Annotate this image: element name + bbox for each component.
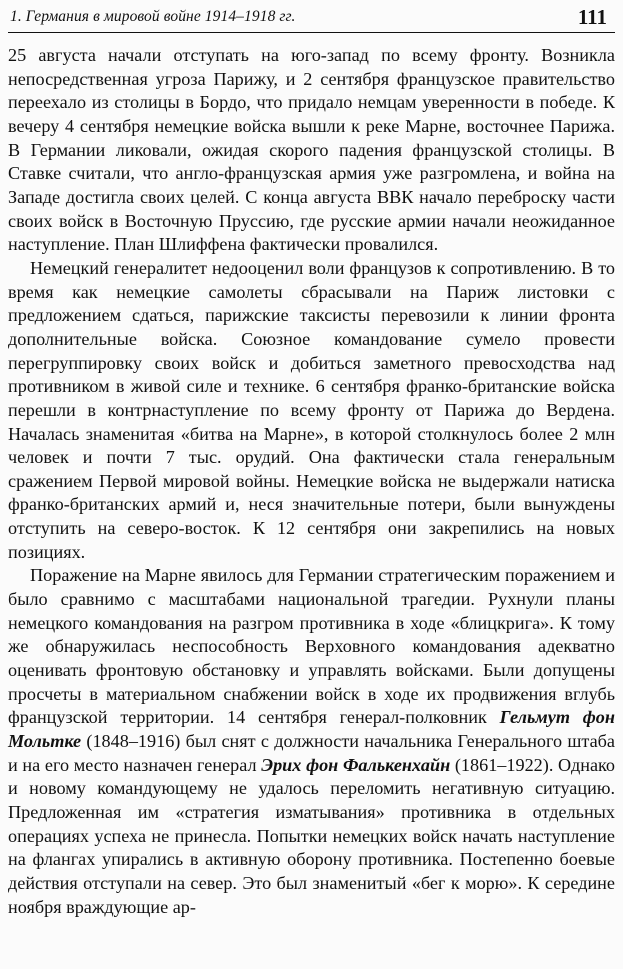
body-text <box>8 44 615 919</box>
paragraph-2: Немецкий генералитет недооценил воли французов к сопротивлению. В то время как немецкие самолеты сбрасывали на Париж листовки с предложением сдаться, парижские таксисты перевозили к линии фронта дополнительные войска. Союзное командование сумело провести перегруппировку своих войск и добиться заметного превосходства над противником в живой силе и технике. 6 сентября франко-британские войска перешли в контрнаступление по всему фронту от Парижа до Вердена. Началась знаменитая «битва на Марне», в которой столкнулось более 2 млн человек и почти 7 тыс. орудий. Она фактически стала генеральным сражением Первой мировой войны. Немецкие войска не выдержали натиска франко-британских армий и, неся значительные потери, были вынуждены отступить на северо-восток. К 12 сентября они закрепились на новых позициях. <box>8 257 615 562</box>
header-rule <box>8 32 615 33</box>
person-name-moltke: Гельмут фон Мольтке <box>8 707 615 752</box>
book-page <box>8 0 615 969</box>
chapter-title: 1. Германия в мировой войне 1914–1918 гг. <box>10 8 296 25</box>
paragraph-3 <box>8 564 615 919</box>
paragraph-3-text-part-3: (1861–1922). Однако и новому командующему не удалось переломить негативную ситуацию. Предложенная им «стратегия изматывания» противника в отдельных операциях успеха не принесла. Попытки немецких войск начать наступление на флангах упирались в активную оборону противника. Постепенно боевые действия отступали на север. Это был знаменитый «бег к морю». К середине ноября враждующие ар- <box>8 754 616 917</box>
paragraph-3-text-part-2: (1848–1916) был снят с должности начальника Генерального штаба и на его место назначен генерал <box>8 731 615 775</box>
running-head <box>8 5 615 29</box>
person-name-falkenhayn: Эрих фон Фалькенхайн <box>261 754 451 775</box>
paragraph-3-text-part-1: Поражение на Марне явилось для Германии стратегическим поражением и было сравнимо с масштабами национальной трагедии. Рухнули планы немецкого командования на разгром противника в ходе «блицкрига». К тому же обнаружилась неспособность Верховного командования адекватно оценивать фронтовую обстановку и управлять войсками. Были допущены просчеты в материальном снабжении войск в ходе их продвижения вглубь французской территории. 14 сентября генерал-полковник <box>8 565 615 728</box>
page-number: 111 <box>577 5 607 29</box>
paragraph-1: 25 августа начали отступать на юго-запад по всему фронту. Возникла непосредственная угроза Парижу, и 2 сентября французское правительство переехало из столицы в Бордо, что придало немцам уверенности в победе. К вечеру 4 сентября немецкие войска вышли к реке Марне, восточнее Парижа. В Германии ликовали, ожидая скорого падения французской столицы. В Ставке считали, что англо-французская армия уже разгромлена, и война на Западе достигла своих целей. С конца августа ВВК начало переброску части своих войск в Восточную Пруссию, где русские армии начали неожиданное наступление. План Шлиффена фактически провалился. <box>8 45 615 255</box>
